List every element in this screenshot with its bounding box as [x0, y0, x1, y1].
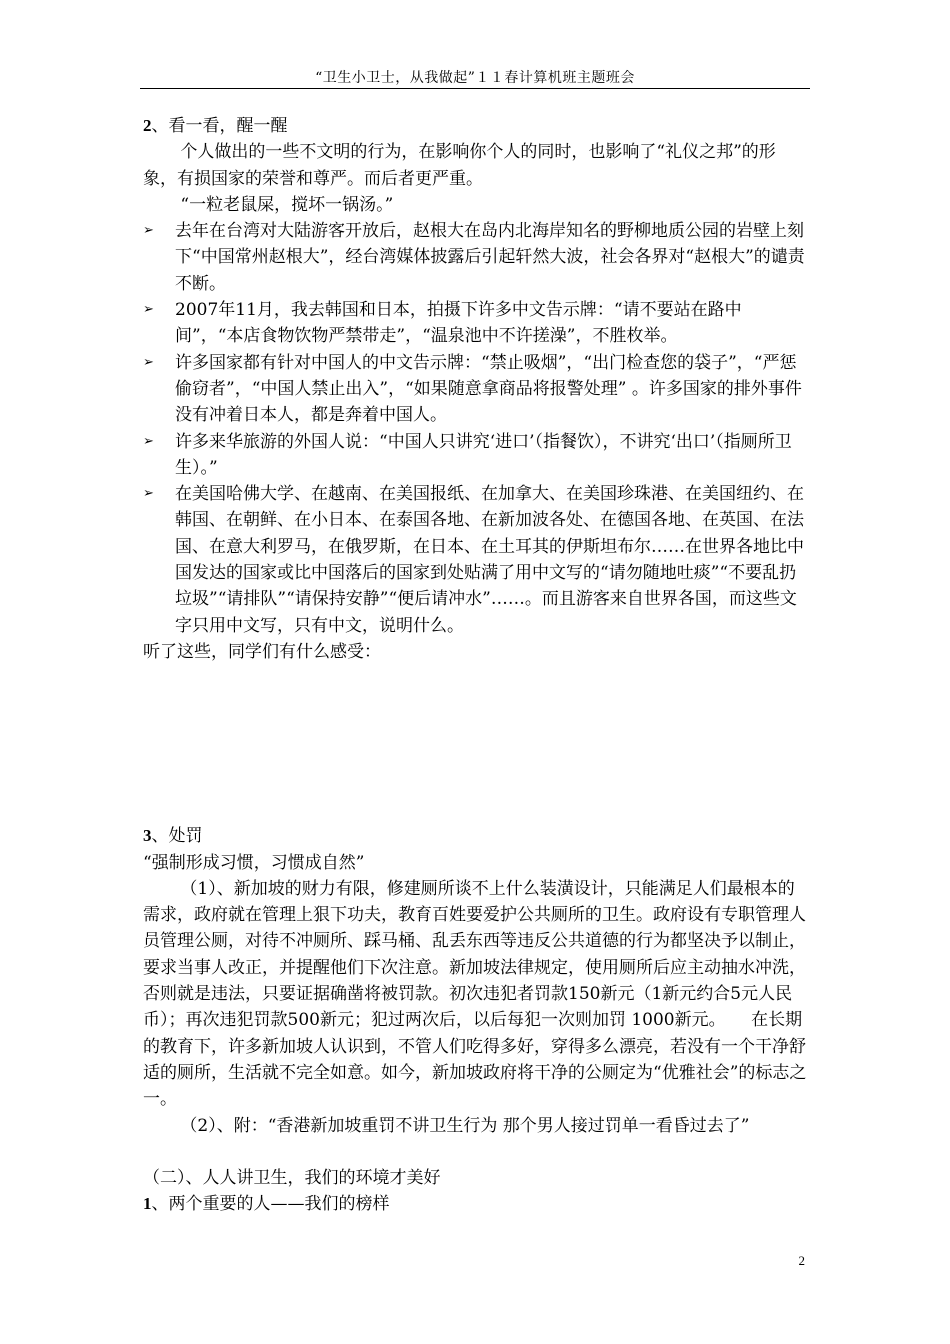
section-3-quote: “强制形成习惯，习惯成自然” — [143, 852, 365, 873]
bullet-text: 2007年11月，我去韩国和日本，拍摄下许多中文告示牌：“请不要站在路中间”，“本店食物饮物严禁带走”，“温泉池中不许搓澡”，不胜枚举。 — [175, 300, 742, 347]
arrowhead-bullet-icon: ➢ — [143, 486, 154, 502]
arrowhead-bullet-icon: ➢ — [143, 223, 154, 239]
bullet-text: 去年在台湾对大陆游客开放后，赵根大在岛内北海岸知名的野柳地质公园的岩壁上刻下“中国常州赵根大”，经台湾媒体披露后引起轩然大波，社会各界对“赵根大”的谴责不断。 — [175, 221, 805, 294]
section-3-paragraph-1: （1）、新加坡的财力有限，修建厕所谈不上什么装潢设计，只能满足人们最根本的需求，政府就在管理上狠下功夫，教育百姓要爱护公共厕所的卫生。政府设有专职管理人员管理公厕，对待不冲厕所、踩马桶、乱丢东西等违反公共道德的行为都坚决予以制止，要求当事人改正，并提醒他们下次注意。新加坡法律规定，使用厕所后应主动抽水冲洗，否则就是违法，只要证据确凿将被罚款。初次违犯者罚款150新元（1新元约合5元人民币）；再次违犯罚款500新元；犯过两次后，以后每犯一次则加罚 1000新元。 在长期的教育下，许多新加坡人认识到，不管人们吃得多好，穿得多么漂亮，若没有一个干净舒适的厕所，生活就不完全如意。如今，新加坡政府将干净的公厕定为“优雅社会”的标志之一。 — [143, 878, 807, 1110]
section-2-title: 、看一看，醒一醒 — [151, 116, 288, 136]
section-2-quote: “一粒老鼠屎，搅坏一锅汤。” — [180, 194, 394, 215]
arrowhead-bullet-icon: ➢ — [143, 433, 154, 449]
section-3-title: 、处罚 — [151, 826, 203, 847]
part-2-sub-title: 、两个重要的人——我们的榜样 — [151, 1194, 390, 1215]
bullet-text: 在美国哈佛大学、在越南、在美国报纸、在加拿大、在美国珍珠港、在美国纽约、在韩国、在朝鲜、在小日本、在泰国各地、在新加波各处、在德国各地、在英国、在法国、在意大利罗马，在俄罗斯，在日本、在土耳其的伊斯坦布尔……在世界各地比中国发达的国家或比中国落后的国家到处贴满了用中文写的“请勿随地吐痰”“不要乱扔垃圾”“请排队”“请保持安静”“便后请冲水”……。而且游客来自世界各国，而这些文字只用中文写，只有中文，说明什么。 — [175, 484, 804, 636]
part-2-heading: （二）、人人讲卫生，我们的环境才美好 — [143, 1167, 441, 1188]
bullet-item — [143, 297, 809, 350]
blank-line — [143, 1139, 809, 1165]
bullet-item — [143, 350, 809, 429]
section-3-paragraph-2: （2）、附：“香港新加坡重罚不讲卫生行为 那个男人接过罚单一看昏过去了” — [180, 1115, 750, 1136]
part-2-subheading — [143, 1191, 809, 1217]
page-number: 2 — [798, 1253, 805, 1268]
section-2-heading — [143, 113, 809, 139]
bullet-item — [143, 481, 809, 639]
document-body — [143, 113, 809, 1217]
discussion-prompt: 听了这些，同学们有什么感受： — [143, 641, 381, 662]
arrowhead-bullet-icon: ➢ — [143, 302, 154, 318]
arrowhead-bullet-icon: ➢ — [143, 354, 154, 370]
section-3-heading — [143, 823, 809, 849]
page-header: “卫生小卫士，从我做起”１１春计算机班主题班会 — [315, 70, 635, 86]
section-3-number: 3 — [143, 826, 152, 846]
part-2-sub-number: 1 — [143, 1194, 152, 1214]
answer-space — [143, 665, 809, 823]
section-2-intro: 个人做出的一些不文明的行为，在影响你个人的同时，也影响了“礼仪之邦”的形象，有损国家的荣誉和尊严。而后者更严重。 — [143, 142, 776, 189]
header-divider — [140, 88, 810, 89]
bullet-item — [143, 218, 809, 297]
section-2-number: 2 — [143, 116, 152, 135]
bullet-text: 许多国家都有针对中国人的中文告示牌：“禁止吸烟”，“出门检查您的袋子”，“严惩偷窃者”，“中国人禁止出入”，“如果随意拿商品将报警处理” 。许多国家的排外事件没有冲着日本人，都是奔着中国人。 — [175, 352, 802, 426]
bullet-item — [143, 429, 809, 482]
bullet-text: 许多来华旅游的外国人说：“中国人只讲究‘进口’（指餐饮），不讲究‘出口’（指厕所卫生）。” — [175, 431, 792, 478]
